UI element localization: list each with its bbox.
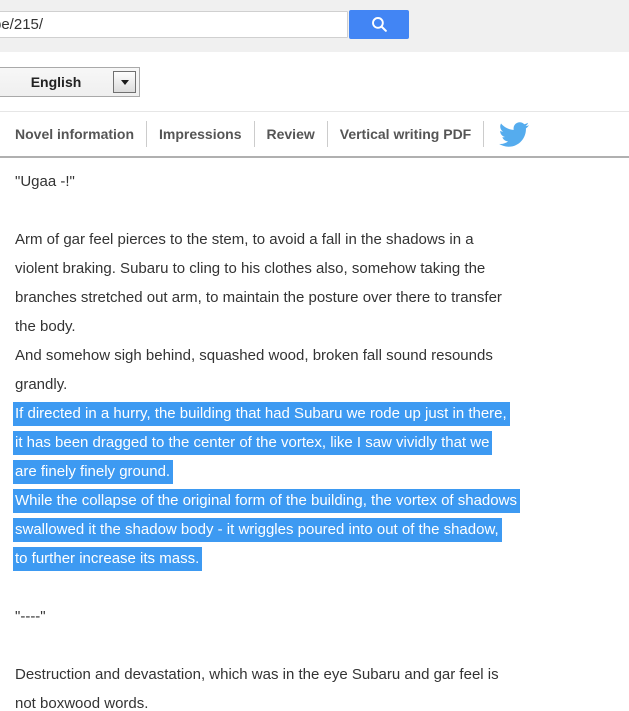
text-line: Arm of gar feel pierces to the stem, to avoid a fall in the shadows in a <box>15 231 474 248</box>
text-selection: If directed in a hurry, the building that had Subaru we rode up just in there, <box>13 402 510 426</box>
nav-link-impressions[interactable]: Impressions <box>159 126 242 142</box>
highlighted-text-line <box>15 544 614 573</box>
nav-divider <box>483 121 484 147</box>
nav-link-vertical-writing-pdf[interactable]: Vertical writing PDF <box>339 126 472 142</box>
highlighted-text-line <box>15 457 614 486</box>
text-line: grandly. <box>15 376 68 393</box>
novel-nav-bar <box>0 111 629 158</box>
text-line: "----" <box>15 608 46 625</box>
blank-line <box>15 631 614 660</box>
address-input[interactable] <box>0 11 348 38</box>
nav-link-review[interactable]: Review <box>266 126 315 142</box>
text-line: "Ugaa -!" <box>15 173 75 190</box>
chevron-down-icon <box>121 80 129 85</box>
text-line: not boxwood words. <box>15 695 149 711</box>
text-selection: While the collapse of the original form of the building, the vortex of shadows <box>13 489 520 513</box>
text-line: And somehow sigh behind, squashed wood, broken fall sound resounds <box>15 347 493 364</box>
search-button[interactable] <box>349 10 409 39</box>
highlighted-text-line <box>15 486 614 515</box>
language-select-value: English <box>30 74 82 90</box>
language-select[interactable] <box>0 67 140 97</box>
text-selection: are finely finely ground. <box>13 460 173 484</box>
blank-line <box>15 573 614 602</box>
browser-topbar <box>0 0 629 52</box>
text-selection: to further increase its mass. <box>13 547 202 571</box>
blank-line <box>15 196 614 225</box>
highlighted-text-line <box>15 515 614 544</box>
nav-link-novel-information[interactable]: Novel information <box>15 126 135 142</box>
text-selection: swallowed it the shadow body - it wriggles poured into out of the shadow, <box>13 518 502 542</box>
text-selection: it has been dragged to the center of the vortex, like I saw vividly that we <box>13 431 492 455</box>
text-line: the body. <box>15 318 76 335</box>
text-line: violent braking. Subaru to cling to his clothes also, somehow taking the <box>15 260 486 277</box>
text-line: branches stretched out arm, to maintain the posture over there to transfer <box>15 289 502 306</box>
dropdown-arrow-button[interactable] <box>113 71 136 93</box>
language-row <box>0 52 629 111</box>
highlighted-text-line <box>15 399 614 428</box>
twitter-share-button[interactable] <box>499 122 529 147</box>
twitter-bird-icon <box>499 122 529 147</box>
search-icon <box>370 15 389 34</box>
highlighted-text-line <box>15 428 614 457</box>
text-line: Destruction and devastation, which was in the eye Subaru and gar feel is <box>15 666 499 683</box>
novel-text-content <box>0 158 629 711</box>
